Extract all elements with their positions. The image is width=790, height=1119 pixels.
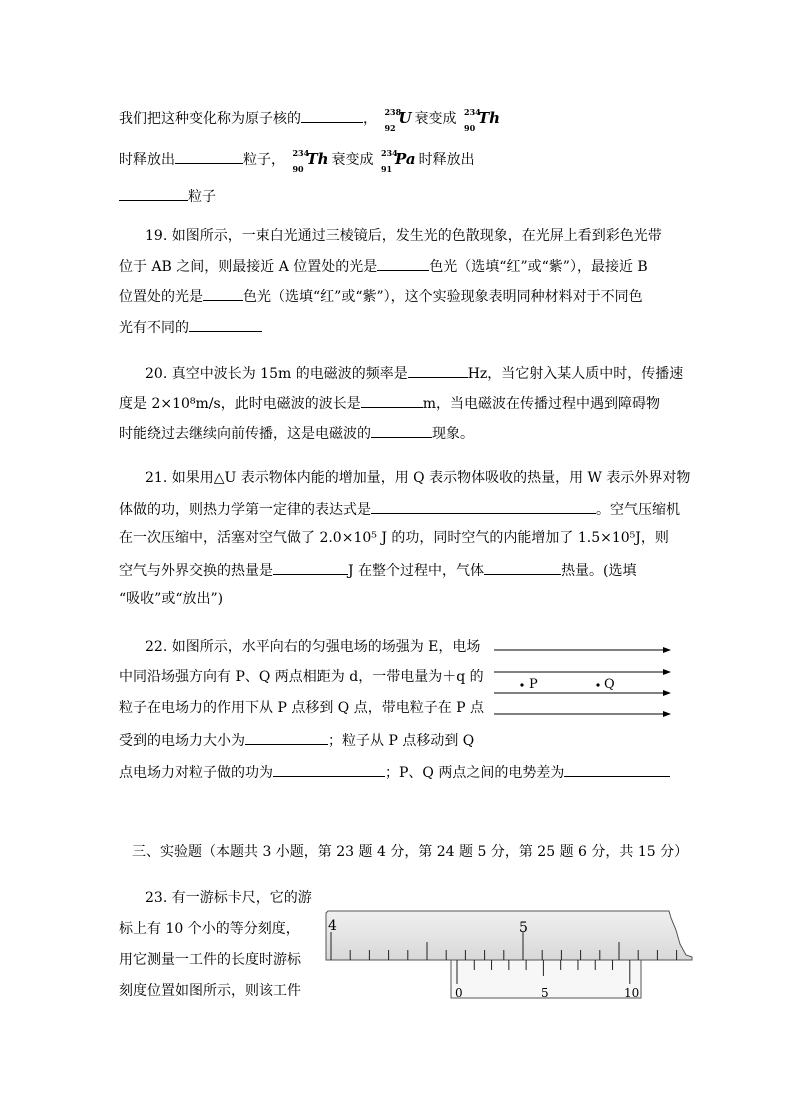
q21-line-1: 21. 如果用△U 表示物体内能的增加量，用 Q 表示物体吸收的热量，用 W 表示外界对物 — [145, 470, 691, 486]
text: J 在整个过程中，气体 — [348, 563, 485, 579]
atomic-number: 91 — [380, 164, 393, 174]
text: 我们把这种变化称为原子核的 — [119, 111, 301, 127]
text: m，当电磁波在传播过程中遇到障碍物 — [422, 396, 660, 412]
q23-line-4: 刻度位置如图所示，则该工件 — [119, 983, 301, 999]
text: 点电场力对粒子做的功为 — [119, 765, 273, 781]
text: ；P、Q 两点之间的电势差为 — [385, 765, 565, 781]
point-q-label: Q — [604, 677, 615, 692]
vernier-scale-label: 0 — [455, 986, 463, 1000]
q21-line-5: “吸收”或“放出”) — [119, 591, 224, 607]
atomic-number: 92 — [384, 123, 396, 133]
text: 色光（选填“红”或“紫”），这个实验现象表明同种材料对于不同色 — [243, 289, 643, 305]
atomic-number: 90 — [292, 164, 304, 174]
text: 20. 真空中波长为 15m 的电磁波的频率是 — [145, 366, 408, 382]
text: 衰变成 — [414, 111, 457, 127]
q22-line-1: 22. 如图所示，水平向右的匀强电场的场强为 E，电场 — [145, 639, 481, 655]
text: 位置处的光是 — [119, 289, 203, 305]
text: 时释放出 — [119, 152, 175, 168]
mass-number: 234 — [380, 148, 398, 158]
text: 光有不同的 — [119, 320, 189, 336]
text: 热量。(选填 — [561, 563, 637, 579]
mass-number: 234 — [464, 107, 481, 117]
q22-line-3: 粒子在电场力的作用下从 P 点移到 Q 点，带电粒子在 P 点 — [119, 700, 485, 716]
q23-line-2: 标上有 10 个小的等分刻度， — [119, 921, 300, 937]
vernier-scale-label: 5 — [541, 986, 549, 1000]
element-symbol: U — [398, 109, 412, 127]
text: 现象。 — [432, 426, 474, 442]
q22-line-2: 中同沿场强方向有 P、Q 两点相距为 d，一带电量为＋q 的 — [119, 669, 484, 685]
text: 时能绕过去继续向前传播，这是电磁波的 — [119, 426, 371, 442]
point-p-label: P — [529, 677, 538, 692]
mass-number: 234 — [292, 148, 310, 158]
main-scale-body — [326, 911, 692, 960]
vernier-scale-label: 10 — [624, 986, 640, 1000]
text: 空气与外界交换的热量是 — [119, 563, 273, 579]
q21-line-3: 在一次压缩中，活塞对空气做了 2.0×10⁵ J 的功，同时空气的内能增加了 1.5×10⁵J，则 — [119, 530, 669, 546]
text: ， — [363, 111, 377, 127]
text: 体做的功，则热力学第一定律的表达式是 — [119, 502, 371, 518]
text: 。空气压缩机 — [596, 502, 680, 518]
q23-line-3: 用它测量一工件的长度时游标 — [119, 952, 301, 968]
text: 受到的电场力大小为 — [119, 733, 245, 749]
q19-line-1: 19. 如图所示，一束白光通过三棱镜后，发生光的色散现象，在光屏上看到彩色光带 — [145, 228, 662, 244]
text: 时释放出 — [418, 152, 475, 168]
text: 色光（选填“红”或“紫”），最接近 B — [429, 259, 648, 275]
q23-line-1: 23. 有一游标卡尺，它的游 — [145, 890, 312, 906]
text: 粒子 — [188, 189, 216, 205]
text: 度是 2×10⁸m/s，此时电磁波的波长是 — [119, 396, 361, 412]
mass-number: 238 — [384, 107, 402, 117]
text: Hz，当它射入某人质中时，传播速 — [467, 366, 684, 382]
text: ；粒子从 P 点移动到 Q — [328, 733, 475, 749]
element-symbol: Th — [478, 109, 501, 127]
text: 粒子， — [243, 152, 285, 168]
main-scale-label: 4 — [328, 918, 337, 934]
element-symbol: Pa — [394, 150, 416, 168]
main-scale-label: 5 — [519, 920, 528, 936]
element-symbol: Th — [306, 150, 329, 168]
atomic-number: 90 — [464, 123, 476, 133]
text: 位于 AB 之间，则最接近 A 位置处的光是 — [119, 259, 378, 275]
section-heading: 三、实验题（本题共 3 小题，第 23 题 4 分，第 24 题 5 分，第 25 题 6 分，共 15 分） — [132, 844, 689, 860]
text: 衰变成 — [331, 152, 374, 168]
